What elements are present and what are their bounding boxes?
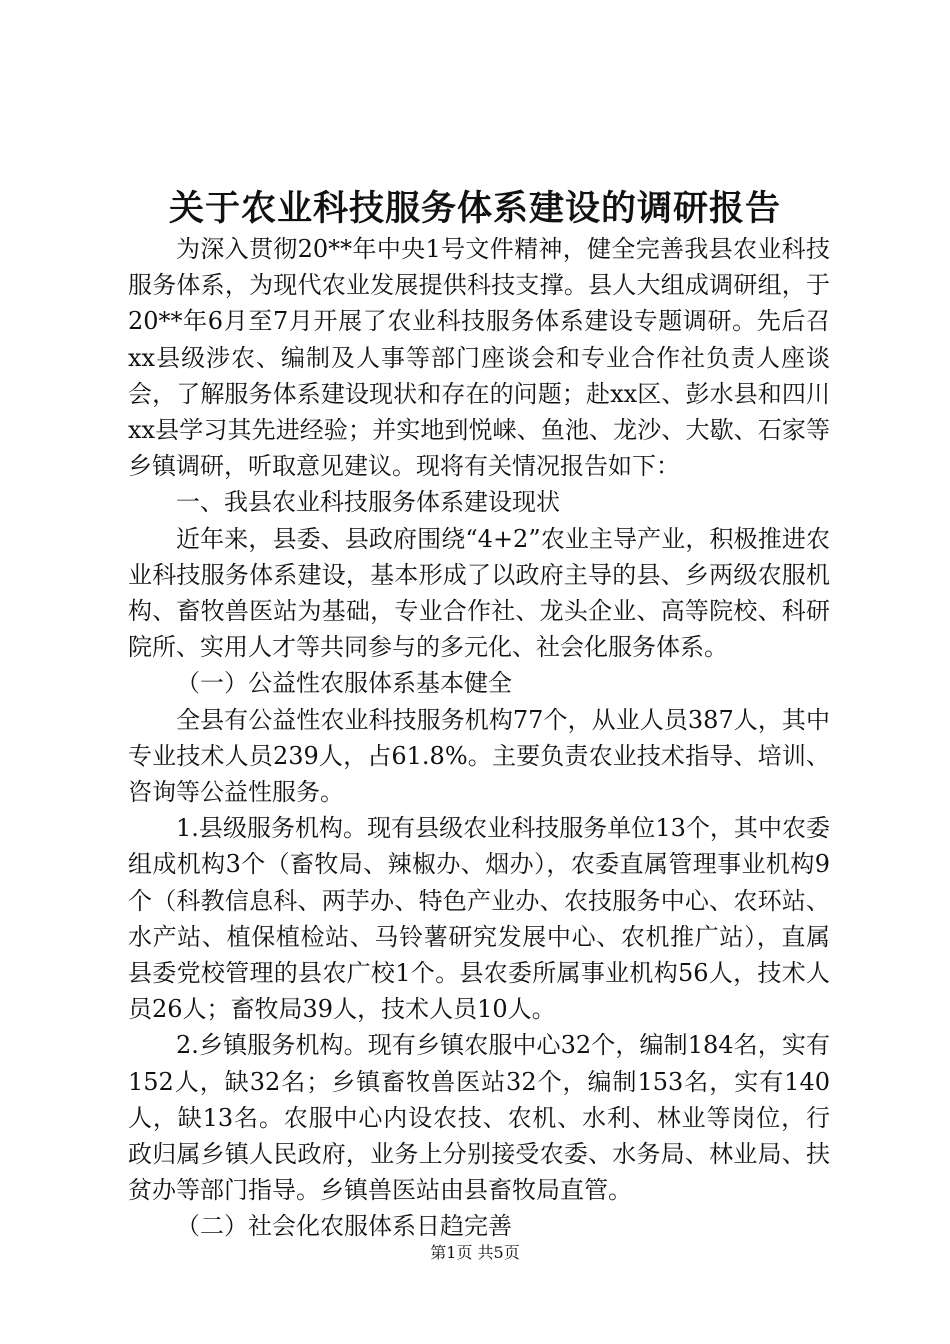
intro-paragraph: 为深入贯彻20**年中央1号文件精神，健全完善我县农业科技服务体系，为现代农业发展提供科技支撑。县人大组成调研组，于20**年6月至7月开展了农业科技服务体系建设专题调研。先后召xx县级涉农、编制及人事等部门座谈会和专业合作社负责人座谈会，了解服务体系建设现状和存在的问题；赴xx区、彭水县和四川xx县学习其先进经验；并实地到悦崃、鱼池、龙沙、大歇、石家等乡镇调研，听取意见建议。现将有关情况报告如下： (128, 235, 830, 481)
section-heading: 一、我县农业科技服务体系建设现状 (176, 488, 560, 517)
body-paragraph: 全县有公益性农业科技服务机构77个，从业人员387人，其中专业技术人员239人，占61.8%。主要负责农业技术指导、培训、咨询等公益性服务。 (128, 705, 830, 807)
document-body (128, 231, 830, 1245)
body-paragraph: 1.县级服务机构。现有县级农业科技服务单位13个，其中农委组成机构3个（畜牧局、辣椒办、烟办），农委直属管理事业机构9个（科教信息科、两芋办、特色产业办、农技服务中心、农环站、水产站、植保植检站、马铃薯研究发展中心、农机推广站），直属县委党校管理的县农广校1个。县农委所属事业机构56人，技术人员26人；畜牧局39人，技术人员10人。 (128, 814, 830, 1024)
body-paragraph: 2.乡镇服务机构。现有乡镇农服中心32个，编制184名，实有152人，缺32名；乡镇畜牧兽医站32个，编制153名，实有140人，缺13名。农服中心内设农技、农机、水利、林业等岗位，行政归属乡镇人民政府，业务上分别接受农委、水务局、林业局、扶贫办等部门指导。乡镇兽医站由县畜牧局直管。 (128, 1031, 830, 1205)
document-title: 关于农业科技服务体系建设的调研报告 (168, 188, 781, 229)
subsection-heading: （一）公益性农服体系基本健全 (176, 669, 512, 698)
subsection-heading: （二）社会化农服体系日趋完善 (176, 1212, 512, 1241)
page-footer: 第1页 共5页 (430, 1243, 520, 1262)
body-paragraph: 近年来，县委、县政府围绕“4+2”农业主导产业，积极推进农业科技服务体系建设，基本形成了以政府主导的县、乡两级农服机构、畜牧兽医站为基础，专业合作社、龙头企业、高等院校、科研院所、实用人才等共同参与的多元化、社会化服务体系。 (128, 524, 830, 662)
